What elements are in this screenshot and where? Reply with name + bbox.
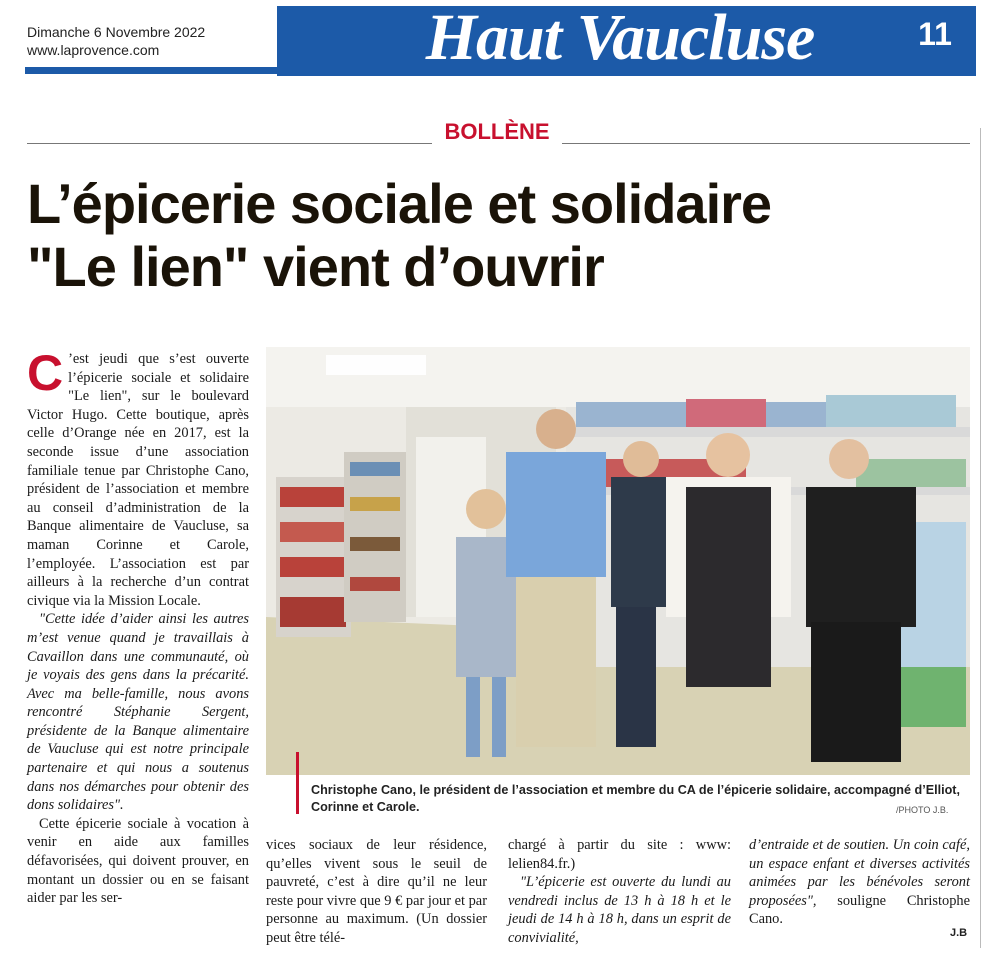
site-url[interactable]: www.laprovence.com [27,42,160,58]
article-column-4 [749,836,970,929]
section-rule-left [27,143,432,144]
article-column-3 [508,836,731,948]
masthead-title: Haut Vaucluse [425,1,815,74]
photo-caption: Christophe Cano, le président de l’association et membre du CA de l’épicerie solidaire, accompagné d’Elliot, Corinne et Carole. [311,783,960,814]
paragraph-closing [749,836,970,929]
photo-credit: /PHOTO J.B. [896,805,949,815]
paragraph-intro [27,345,249,610]
article-column-2 [266,836,487,948]
author-signature: J.B [950,927,968,939]
headline-line-1: L’épicerie sociale et solidaire [27,172,772,235]
shop-interior-illustration [266,347,970,775]
article-photo [266,347,970,775]
paragraph-intro-text: ’est jeudi que s’est ouverte l’épicerie sociale et solidaire "Le lien", sur le boulevard Victor Hugo. Cette boutique, après celle d’Orange née en 2017, est la seconde issue d’une association familiale tenue par Christophe Cano, président de l’association et membre au conseil d’administration de la Banque alimentaire de Vaucluse, sa maman Corinne et Carole, l’employée. L’association est par ailleurs à la recherche d’un contrat civique via la Mission Locale. [27,351,249,609]
closing-quote: d’entraide et de soutien. Un coin café, un espace enfant et diverses activités animées par les bénévoles seront proposées", [749,837,970,909]
paragraph-continued: vices sociaux de leur résidence, qu’elles vivent sous le seuil de pauvreté, c’est à dire qu’il ne leur reste pour vivre que 9 € par jour et par personne au maximum. (Un dossier peut être télé- [266,837,487,946]
headline-line-2: "Le lien" vient d’ouvrir [27,235,604,298]
section-rule-right [562,143,970,144]
right-divider [980,128,981,948]
caption-bar [296,752,299,814]
headline [27,172,977,298]
drop-cap: C [27,345,64,401]
date-rule [25,67,277,74]
page-number: 11 [918,16,952,52]
paragraph-download: chargé à partir du site : www: lelien84.fr.) [508,837,731,872]
closing-attribution: souligne Christophe Cano. [749,892,970,928]
issue-date: Dimanche 6 Novembre 2022 [27,24,206,40]
paragraph-mission: Cette épicerie sociale à vocation à venir en aide aux familles défavorisées, qui doivent prouver, en montant un dossier ou en se faisant aider par les ser- [27,815,249,907]
paragraph-hours: "L’épicerie est ouverte du lundi au vendredi inclus de 13 h à 18 h et le jeudi de 14 h à 18 h, dans un esprit de convivialité, [508,874,731,946]
section-label: BOLLÈNE [444,119,550,144]
article-column-1 [27,345,249,908]
paragraph-quote: "Cette idée d’aider ainsi les autres m’est venue quand je travaillais à Cavaillon dans une communauté, où je voyais des gens dans la précarité. Avec ma belle-famille, nous avons rencontré Stéphanie Sergent, présidente de la Banque alimentaire de Vaucluse qui est notre principale partenaire et qui nous a soutenus dans nos démarches pour obtenir des dons solidaires". [27,611,249,814]
